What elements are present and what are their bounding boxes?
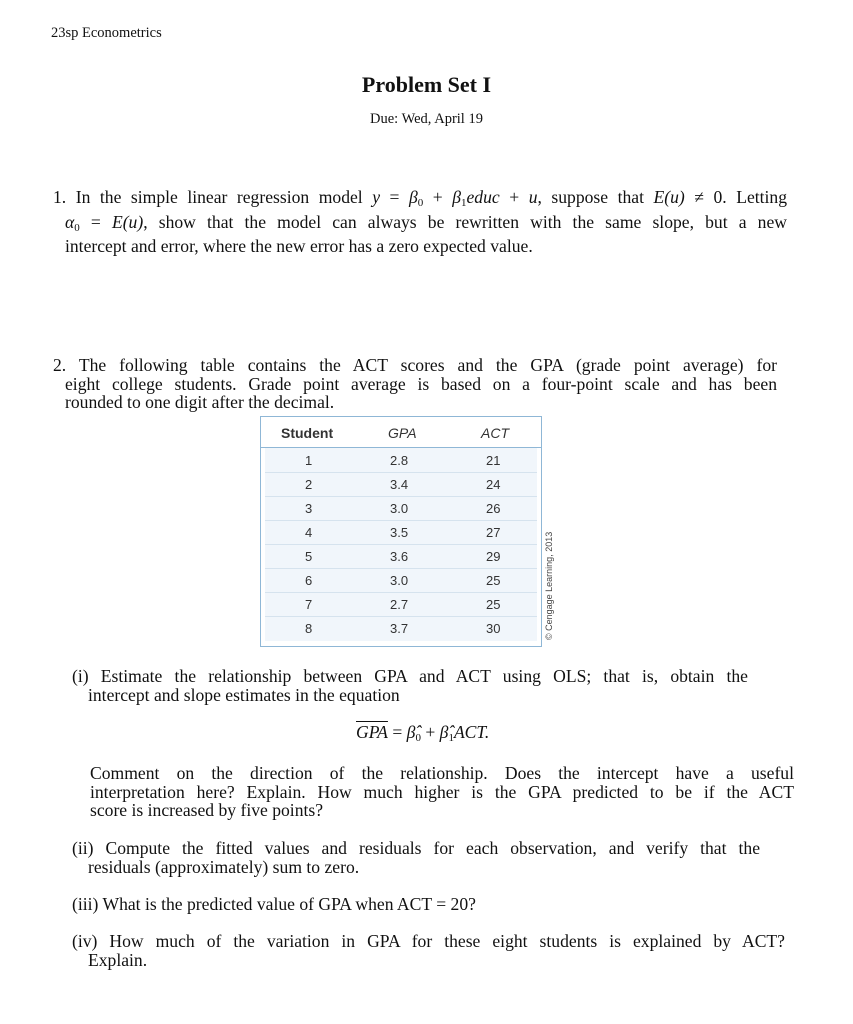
cell-act: 30 (486, 621, 501, 636)
course-label: 23sp Econometrics (51, 25, 162, 41)
part-ii (72, 839, 760, 876)
comment-line-2: interpretation here? Explain. How much higher is the GPA predicted to be if the ACT (90, 781, 794, 802)
part-i-line-2: intercept and slope estimates in the equation (88, 684, 400, 705)
part-iv (72, 932, 785, 969)
cell-gpa: 3.6 (390, 549, 409, 564)
table-row (265, 472, 537, 497)
part-i-line-1: (i) Estimate the relationship between GPA and ACT using OLS; that is, obtain the (72, 666, 748, 686)
table-body (265, 448, 537, 641)
cell-student: 6 (305, 573, 313, 588)
header-gpa: GPA (388, 425, 417, 441)
cell-student: 8 (305, 621, 313, 636)
cell-student: 4 (305, 525, 313, 540)
table-row (265, 520, 537, 545)
header-act: ACT (481, 425, 509, 441)
cell-act: 27 (486, 525, 501, 540)
cell-gpa: 3.5 (390, 525, 409, 540)
question-2-line-3: rounded to one digit after the decimal. (65, 392, 335, 413)
table-row (265, 496, 537, 521)
cell-act: 26 (486, 501, 501, 516)
table-row (265, 448, 537, 473)
cell-gpa: 3.0 (390, 501, 409, 516)
question-2 (53, 356, 777, 412)
data-table (260, 416, 542, 647)
cell-gpa: 3.0 (390, 573, 409, 588)
due-date: Due: Wed, April 19 (370, 111, 483, 127)
question-2-line-2: eight college students. Grade point average is based on a four-point scale and has been (65, 373, 777, 394)
cell-student: 3 (305, 501, 313, 516)
part-iv-line-1: (iv) How much of the variation in GPA for these eight students is explained by ACT? (72, 931, 785, 951)
cell-act: 25 (486, 597, 501, 612)
comment-line-3: score is increased by five points? (90, 800, 324, 821)
cell-act: 29 (486, 549, 501, 564)
part-iv-line-2: Explain. (88, 949, 148, 970)
part-iii: (iii) What is the predicted value of GPA when ACT = 20? (72, 894, 476, 914)
question-1 (53, 188, 787, 256)
question-1-line-3: intercept and error, where the new error has a zero expected value. (65, 236, 533, 257)
cell-gpa: 2.8 (390, 453, 409, 468)
cell-gpa: 2.7 (390, 597, 409, 612)
page-title: Problem Set I (361, 72, 492, 97)
cell-student: 1 (305, 453, 313, 468)
question-1-line-2: α0 = E(u), show that the model can always be rewritten with the same slope, but a new (65, 211, 787, 234)
copyright-credit: © Cengage Learning, 2013 (544, 531, 554, 640)
cell-act: 24 (486, 477, 501, 492)
part-i-comment (90, 764, 794, 820)
table-row (265, 544, 537, 569)
question-2-line-1: 2. The following table contains the ACT scores and the GPA (grade point average) for (53, 355, 777, 375)
comment-line-1: Comment on the direction of the relationship. Does the intercept have a useful (90, 763, 794, 783)
question-1-line-1: 1. In the simple linear regression model y = β0 + β1educ + u, suppose that E(u) ≠ 0. Letting (53, 187, 788, 209)
table-row (265, 568, 537, 593)
regression-equation: $\overline{GPA}$ = β̂0 + β̂1ACT. (356, 722, 490, 744)
cell-student: 7 (305, 597, 313, 612)
cell-gpa: 3.4 (390, 477, 409, 492)
header-student: Student (281, 425, 334, 441)
table-row (265, 592, 537, 617)
table-row (265, 616, 537, 641)
cell-student: 5 (305, 549, 313, 564)
cell-act: 25 (486, 573, 501, 588)
part-ii-line-2: residuals (approximately) sum to zero. (88, 856, 360, 877)
cell-student: 2 (305, 477, 313, 492)
cell-gpa: 3.7 (390, 621, 409, 636)
cell-act: 21 (486, 453, 501, 468)
part-ii-line-1: (ii) Compute the fitted values and residuals for each observation, and verify that the (72, 838, 760, 858)
table-header (261, 417, 541, 448)
part-i (72, 667, 748, 704)
